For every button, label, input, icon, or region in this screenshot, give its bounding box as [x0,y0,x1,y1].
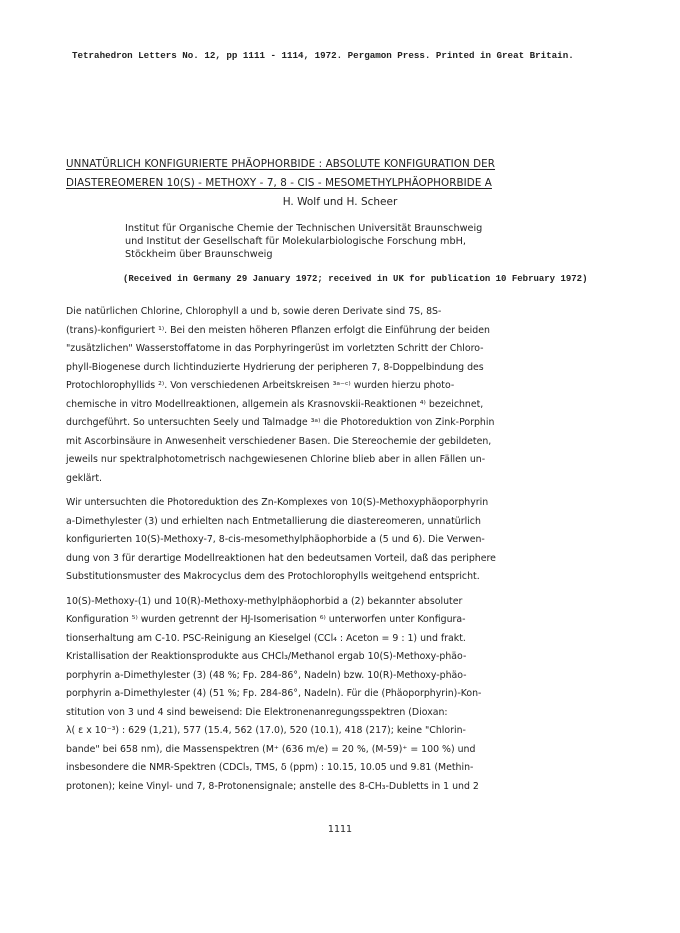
affiliation-line: und Institut der Gesellschaft für Molekularbiologische Forschung mbH, [125,236,466,247]
text-line: bande" bei 658 nm), die Massenspektren (M⁺ (636 m/e) = 20 %, (M-59)⁺ = 100 %) und [66,743,476,755]
text-line: phyll-Biogenese durch lichtinduzierte Hydrierung der peripheren 7, 8-Doppelbindung des [66,361,484,373]
text-line: geklärt. [66,472,103,484]
text-line: chemische in vitro Modellreaktionen, allgemein als Krasnovskii-Reaktionen ⁴⁾ bezeichnet, [66,398,484,410]
text-line: porphyrin a-Dimethylester (4) (51 %; Fp. 284-86°, Nadeln). Für die (Phäoporphyrin)-Kon- [66,688,482,699]
paragraph [66,303,631,488]
text-line: tionserhaltung am C-10. PSC-Reinigung an Kieselgel (CCl₄ : Aceton = 9 : 1) und frakt. [66,632,466,644]
text-line: protonen); keine Vinyl- und 7, 8-Protonensignale; anstelle des 8-CH₃-Dubletts in 1 und 2 [66,780,479,792]
paragraph [66,494,631,587]
text-line: mit Ascorbinsäure in Anwesenheit verschiedener Basen. Die Stereochemie der gebildeten, [66,435,492,447]
title-line: DIASTEREOMEREN 10(S) - METHOXY - 7, 8 - CIS - MESOMETHYLPHÄOPHORBIDE A [66,177,492,189]
article-title [66,155,626,193]
text-line: 10(S)-Methoxy-(1) und 10(R)-Methoxy-methylphäophorbid a (2) bekannter absoluter [66,595,463,607]
text-line: λ( ε x 10⁻³) : 629 (1,21), 577 (15.4, 562 (17.0), 520 (10.1), 418 (217); keine "Chlorin- [66,725,466,736]
text-line: porphyrin a-Dimethylester (3) (48 %; Fp. 284-86°, Nadeln) bzw. 10(R)-Methoxy-phäo- [66,669,467,681]
text-line: (trans)-konfiguriert ¹⁾. Bei den meisten höheren Pflanzen erfolgt die Einführung der beiden [66,324,490,336]
article-body [66,303,631,802]
text-line: Substitutionsmuster des Makrocyclus dem des Protochlorophylls weitgehend entspricht. [66,571,480,582]
received-dates: (Received in Germany 29 January 1972; received in UK for publication 10 February 1972) [123,274,588,284]
text-line: "zusätzlichen" Wasserstoffatome in das Porphyringerüst im vorletzten Schritt der Chloro- [66,343,484,354]
text-line: jeweils nur spektralphotometrisch nachgewiesenen Chlorine blieb aber in allen Fällen un- [66,454,486,465]
affiliation-line: Stöckheim über Braunschweig [125,249,273,260]
text-line: stitution von 3 und 4 sind beweisend: Die Elektronenanregungsspektren (Dioxan: [66,706,448,718]
text-line: Protochlorophyllids ²⁾. Von verschiedenen Arbeitskreisen ³ᵃ⁻ᶜ⁾ wurden hierzu photo- [66,380,455,391]
text-line: Konfiguration ⁵⁾ wurden getrennt der HJ-Isomerisation ⁶⁾ unterworfen unter Konfigura- [66,614,466,625]
affiliation-line: Institut für Organische Chemie der Technischen Universität Braunschweig [125,223,483,234]
paragraph [66,593,631,797]
text-line: durchgeführt. So untersuchten Seely und Talmadge ³ᵃ⁾ die Photoreduktion von Zink-Porphin [66,417,495,428]
text-line: insbesondere die NMR-Spektren (CDCl₃, TMS, δ (ppm) : 10.15, 10.05 und 9.81 (Methin- [66,762,474,773]
text-line: konfigurierten 10(S)-Methoxy-7, 8-cis-mesomethylphäophorbide a (5 und 6). Die Verwen- [66,534,485,545]
title-line: UNNATÜRLICH KONFIGURIERTE PHÄOPHORBIDE : ABSOLUTE KONFIGURATION DER [66,158,496,170]
journal-citation-line: Tetrahedron Letters No. 12, pp 1111 - 1114, 1972. Pergamon Press. Printed in Great Britain. [72,50,574,61]
author-line: H. Wolf und H. Scheer [282,196,398,208]
text-line: Die natürlichen Chlorine, Chlorophyll a und b, sowie deren Derivate sind 7S, 8S- [66,306,442,317]
text-line: Kristallisation der Reaktionsprodukte aus CHCl₃/Methanol ergab 10(S)-Methoxy-phäo- [66,651,467,662]
affiliation-block [125,222,625,261]
page-number: 1111 [327,824,353,835]
text-line: Wir untersuchten die Photoreduktion des Zn-Komplexes von 10(S)-Methoxyphäoporphyrin [66,497,489,508]
text-line: a-Dimethylester (3) und erhielten nach Entmetallierung die diastereomeren, unnatürlich [66,515,481,527]
text-line: dung von 3 für derartige Modellreaktionen hat den bedeutsamen Vorteil, daß das periphere [66,552,496,564]
